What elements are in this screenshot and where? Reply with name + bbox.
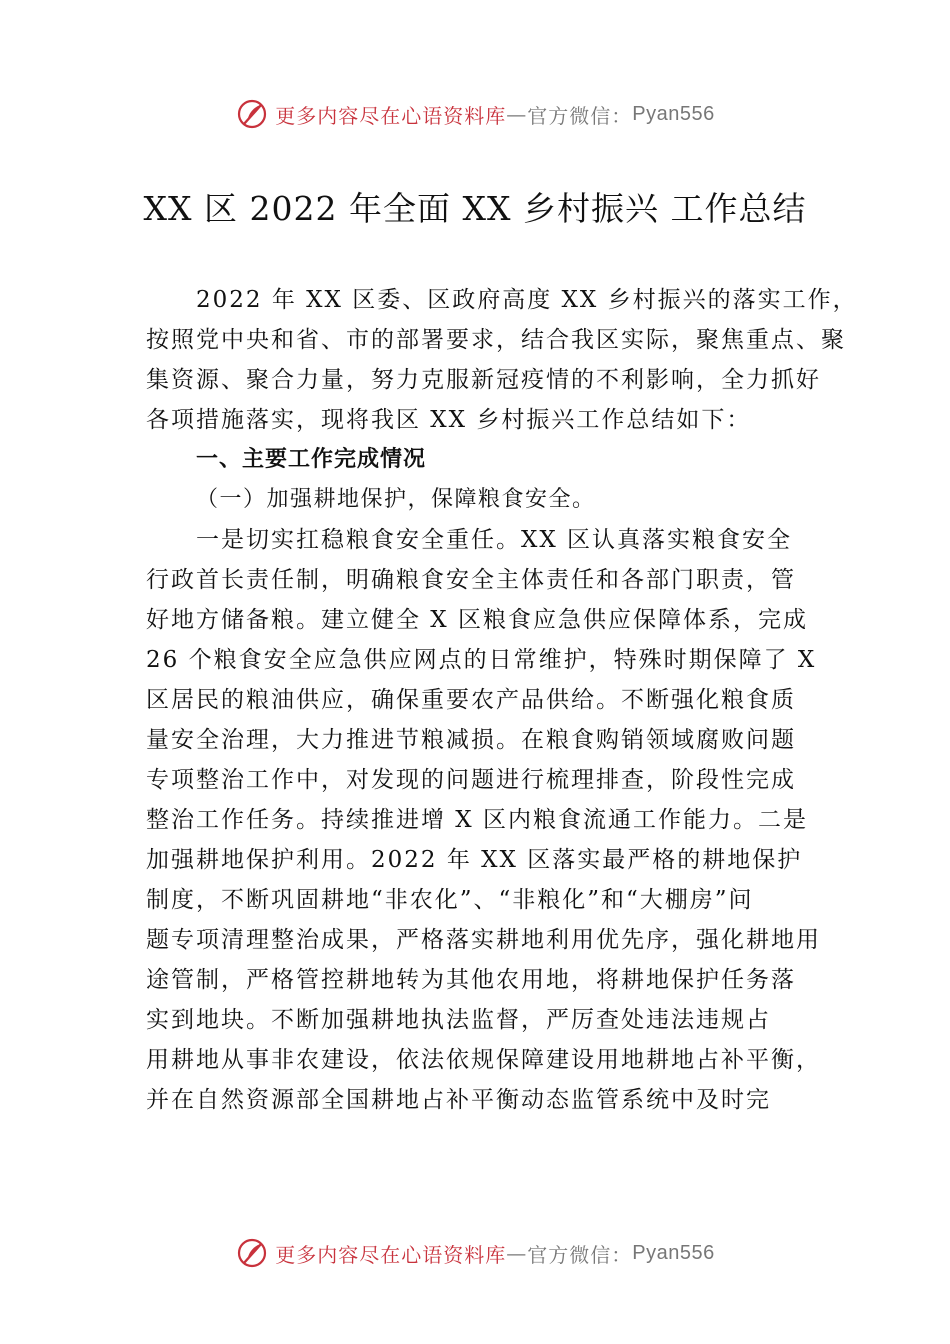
- watermark-account: Pyan556: [632, 102, 715, 125]
- quill-logo-icon: [235, 1236, 269, 1270]
- body-line: 实到地块。不断加强耕地执法监督，严厉查处违法违规占: [146, 1007, 771, 1033]
- watermark-prefix: 更多内容尽在心语资料库: [275, 1242, 507, 1267]
- body-line: 一是切实扛稳粮食安全重任。XX 区认真落实粮食安全: [196, 527, 793, 553]
- intro-line: 2022 年 XX 区委、区政府高度 XX 乡村振兴的落实工作，: [196, 287, 858, 313]
- body-line: 26 个粮食安全应急供应网点的日常维护，特殊时期保障了 X: [146, 647, 817, 673]
- body-line: 专项整治工作中，对发现的问题进行梳理排查，阶段性完成: [146, 767, 796, 793]
- intro-line: 按照党中央和省、市的部署要求，结合我区实际，聚焦重点、聚: [146, 327, 846, 353]
- body-line: 整治工作任务。持续推进增 X 区内粮食流通工作能力。二是: [146, 807, 808, 833]
- document-title: XX 区 2022 年全面 XX 乡村振兴 工作总结: [143, 189, 807, 228]
- body-line: 用耕地从事非农建设，依法依规保障建设用地耕地占补平衡，: [146, 1047, 821, 1073]
- body-line: 行政首长责任制，明确粮食安全主体责任和各部门职责，管: [146, 567, 796, 593]
- body-line: 途管制，严格管控耕地转为其他农用地，将耕地保护任务落: [146, 967, 796, 993]
- document-body: [146, 280, 858, 1120]
- body-line: 制度，不断巩固耕地“非农化”、“非粮化”和“大棚房”问: [146, 887, 754, 913]
- watermark-dash: —: [506, 102, 528, 126]
- footer-watermark: [0, 1233, 950, 1273]
- header-watermark: [0, 94, 950, 134]
- intro-paragraph: [146, 280, 858, 440]
- quill-logo-icon: [235, 97, 269, 131]
- body-line: 量安全治理，大力推进节粮减损。在粮食购销领域腐败问题: [146, 727, 796, 753]
- subsection-heading: （一）加强耕地保护，保障粮食安全。: [196, 487, 596, 512]
- body-line: 加强耕地保护利用。2022 年 XX 区落实最严格的耕地保护: [146, 847, 803, 873]
- body-line: 区居民的粮油供应，确保重要农产品供给。不断强化粮食质: [146, 687, 796, 713]
- watermark-account: Pyan556: [632, 1241, 715, 1264]
- watermark-prefix: 更多内容尽在心语资料库: [275, 103, 507, 128]
- intro-line: 各项措施落实，现将我区 XX 乡村振兴工作总结如下：: [146, 407, 752, 433]
- watermark-official: 官方微信：: [527, 1242, 633, 1267]
- body-line: 并在自然资源部全国耕地占补平衡动态监管系统中及时完: [146, 1087, 771, 1113]
- section-heading: 一、主要工作完成情况: [196, 447, 427, 472]
- watermark-official: 官方微信：: [527, 103, 633, 128]
- body-line: 题专项清理整治成果，严格落实耕地利用优先序，强化耕地用: [146, 927, 821, 953]
- watermark-dash: —: [506, 1241, 528, 1265]
- intro-line: 集资源、聚合力量，努力克服新冠疫情的不利影响，全力抓好: [146, 367, 821, 393]
- body-paragraph: [146, 520, 821, 1120]
- body-line: 好地方储备粮。建立健全 X 区粮食应急供应保障体系，完成: [146, 607, 808, 633]
